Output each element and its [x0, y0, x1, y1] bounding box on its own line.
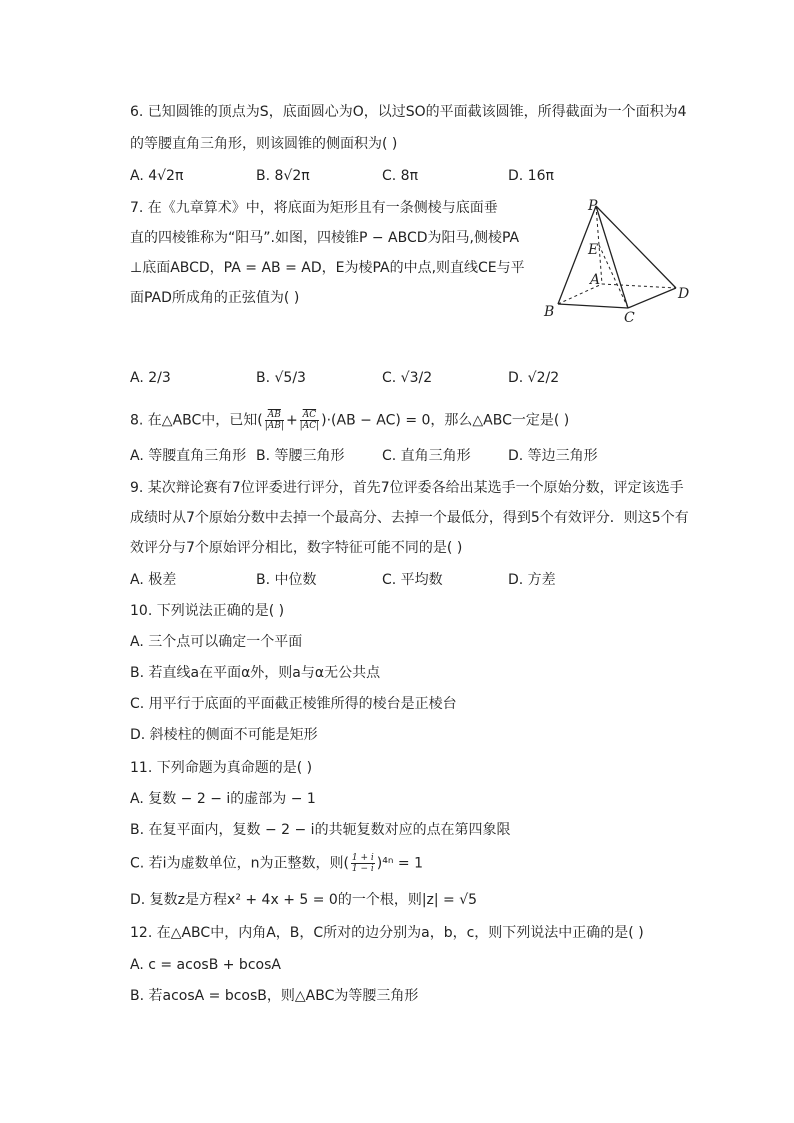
- q8-frac2-den: |AC|: [299, 421, 320, 431]
- q8-option-b: B. 等腰三角形: [256, 448, 345, 464]
- q10-stem: 10. 下列说法正确的是( ): [130, 603, 285, 619]
- label-c: C: [624, 310, 635, 326]
- q7-stem-line4: 面PAD所成角的正弦值为( ): [130, 290, 300, 306]
- q8-suffix: )·(AB − AC) = 0，那么△ABC一定是( ): [321, 412, 570, 429]
- q12-stem: 12. 在△ABC中，内角A，B，C所对的边分别为a，b，c，则下列说法中正确的是( ): [130, 925, 644, 941]
- q7-option-a: A. 2/3: [130, 370, 171, 386]
- q9-option-a: A. 极差: [130, 572, 177, 588]
- q10-option-a: A. 三个点可以确定一个平面: [130, 634, 303, 650]
- q12-option-b: B. 若acosA = bcosB，则△ABC为等腰三角形: [130, 988, 419, 1004]
- q7-stem-line3: ⊥底面ABCD，PA = AB = AD，E为棱PA的中点,则直线CE与平: [130, 260, 525, 276]
- q11-option-d: D. 复数z是方程x² + 4x + 5 = 0的一个根，则|z| = √5: [130, 892, 478, 908]
- q8-frac1-den: |AB|: [264, 421, 284, 431]
- q6-stem-line1: 6. 已知圆锥的顶点为S，底面圆心为O，以过SO的平面截该圆锥，所得截面为一个面积为4: [130, 104, 687, 120]
- q9-stem-line3: 效评分与7个原始评分相比，数字特征可能不同的是( ): [130, 540, 463, 556]
- q11-c-prefix: C. 若i为虚数单位，n为正整数，则(: [130, 855, 349, 872]
- label-e: E: [588, 242, 599, 258]
- q6-stem-line2: 的等腰直角三角形，则该圆锥的侧面积为( ): [130, 136, 398, 152]
- q6-option-d: D. 16π: [508, 168, 554, 184]
- q9-stem-line1: 9. 某次辩论赛有7位评委进行评分，首先7位评委各给出某选手一个原始分数，评定该选手: [130, 480, 684, 496]
- label-b: B: [544, 304, 555, 320]
- q7-option-b: B. √5/3: [256, 370, 306, 386]
- pyramid-figure: [538, 196, 708, 326]
- q11-c-den: 1 − i: [351, 864, 374, 874]
- q8-plus: +: [285, 412, 298, 429]
- q8-option-c: C. 直角三角形: [382, 448, 471, 464]
- q7-option-c: C. √3/2: [382, 370, 433, 386]
- label-d: D: [678, 286, 690, 302]
- q7-option-d: D. √2/2: [508, 370, 560, 386]
- q6-option-b: B. 8√2π: [256, 168, 310, 184]
- q11-option-a: A. 复数 − 2 − i的虚部为 − 1: [130, 791, 316, 807]
- q8-option-d: D. 等边三角形: [508, 448, 598, 464]
- q9-option-d: D. 方差: [508, 572, 556, 588]
- label-a: A: [590, 272, 601, 288]
- label-p: P: [588, 198, 598, 214]
- q6-option-c: C. 8π: [382, 168, 419, 184]
- q12-option-a: A. c = acosB + bcosA: [130, 957, 281, 973]
- q8-frac1-num: $\overline{AB}$: [265, 410, 284, 421]
- q11-stem: 11. 下列命题为真命题的是( ): [130, 760, 313, 776]
- q8-option-a: A. 等腰直角三角形: [130, 448, 247, 464]
- q10-option-b: B. 若直线a在平面α外，则a与α无公共点: [130, 665, 381, 681]
- q9-option-b: B. 中位数: [256, 572, 317, 588]
- q9-stem-line2: 成绩时从7个原始分数中去掉一个最高分、去掉一个最低分，得到5个有效评分．则这5个有: [130, 510, 689, 526]
- q8-frac2-num: $\overline{AC}$: [300, 410, 319, 421]
- q8-stem: [130, 410, 569, 431]
- q11-c-fraction: [351, 853, 375, 874]
- q6-option-a: A. 4√2π: [130, 168, 184, 184]
- q7-stem-line2: 直的四棱锥称为“阳马”.如图，四棱锥P − ABCD为阳马,侧棱PA: [130, 230, 520, 246]
- q11-option-b: B. 在复平面内，复数 − 2 − i的共轭复数对应的点在第四象限: [130, 822, 511, 838]
- q11-option-c: [130, 853, 423, 874]
- q11-c-num: 1 + i: [351, 853, 374, 863]
- q11-c-suffix: )⁴ⁿ = 1: [376, 855, 423, 872]
- q8-fraction-ab: [265, 410, 284, 431]
- q9-option-c: C. 平均数: [382, 572, 443, 588]
- q7-stem-line1: 7. 在《九章算术》中，将底面为矩形且有一条侧棱与底面垂: [130, 200, 498, 216]
- q8-fraction-ac: [300, 410, 319, 431]
- q8-prefix: 8. 在△ABC中，已知(: [130, 412, 263, 429]
- q10-option-d: D. 斜棱柱的侧面不可能是矩形: [130, 727, 318, 743]
- q10-option-c: C. 用平行于底面的平面截正棱锥所得的棱台是正棱台: [130, 696, 457, 712]
